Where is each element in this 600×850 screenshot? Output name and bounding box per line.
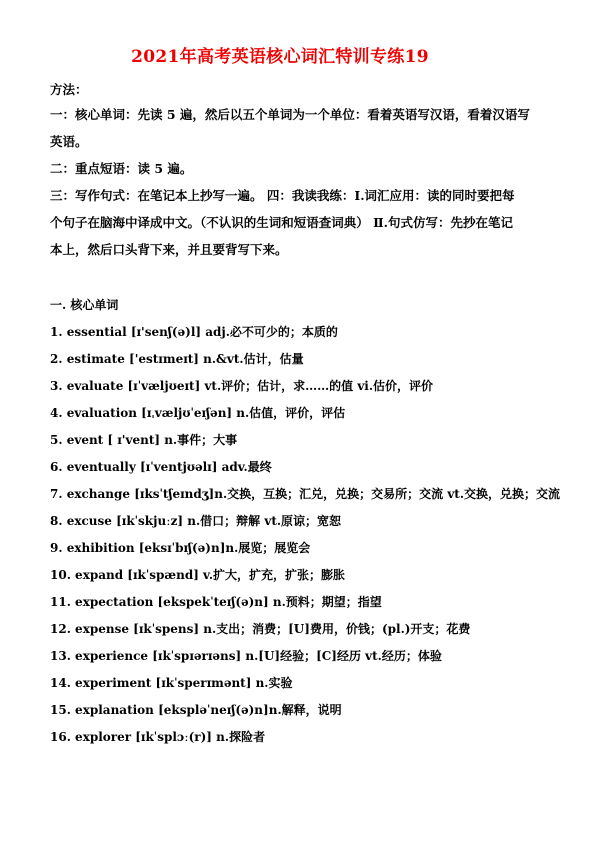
method-line-1: 一：核心单词：先读 5 遍，然后以五个单词为一个单位：看着英语写汉语，看着汉语写 xyxy=(50,107,530,122)
method-line-5: 个句子在脑海中译成中文。（不认识的生词和短语查词典） Ⅱ.句式仿写：先抄在笔记 xyxy=(50,215,513,230)
method-heading: 方法： xyxy=(50,82,88,97)
word-entry: 15. explanation [ekspləˈneɪʃ(ə)n]n.解释，说明 xyxy=(50,703,342,717)
word-entry: 16. explorer [ɪkˈsplɔː(r)] n.探险者 xyxy=(50,730,266,744)
method-line-6: 本上，然后口头背下来，并且要背写下来。 xyxy=(50,242,288,257)
word-entry: 12. expense [ɪkˈspens] n.支出；消费；[U]费用，价钱；(pl.)开支；花费 xyxy=(50,622,471,636)
word-entry: 6. eventually [ɪˈventjʊəlɪ] adv.最终 xyxy=(50,460,272,474)
word-entry: 3. evaluate [ɪˈvæljʊeɪt] vt.评价；估计，求……的值 vi.估价，评价 xyxy=(50,379,434,393)
word-entry: 8. excuse [ɪkˈskjuːz] n.借口；辩解 vt.原谅；宽恕 xyxy=(50,514,342,528)
word-entry: 14. experiment [ɪkˈsperɪmənt] n.实验 xyxy=(50,676,293,690)
method-line-3: 二：重点短语：读 5 遍。 xyxy=(50,161,193,176)
word-entry: 11. expectation [ekspekˈteɪʃ(ə)n] n.预料；期望；指望 xyxy=(50,595,382,609)
word-entry: 9. exhibition [eksɪˈbɪʃ(ə)n]n.展览；展览会 xyxy=(50,541,311,555)
word-entry: 7. exchange [ɪksˈtʃeɪndʒ]n.交换，互换；汇兑，兑换；交易所；交流 vt.交换，兑换；交流 xyxy=(50,487,561,501)
word-entry: 1. essential [ɪ'senʃ(ə)l] adj.必不可少的；本质的 xyxy=(50,325,338,339)
word-entry: 13. experience [ɪkˈspɪərɪəns] n.[U]经验；[C]经历 vt.经历；体验 xyxy=(50,649,442,663)
word-entry: 2. estimate ['estɪmeɪt] n.&vt.估计，估量 xyxy=(50,352,304,366)
word-entry: 10. expand [ɪkˈspænd] v.扩大，扩充，扩张；膨胀 xyxy=(50,568,346,582)
page-title: 2021年高考英语核心词汇特训专练19 xyxy=(131,47,429,67)
section-heading: 一. 核心单词 xyxy=(50,298,119,312)
word-entry: 4. evaluation [ɪˌvæljʊˈeɪʃən] n.估值，评价，评估 xyxy=(50,406,346,420)
method-line-2: 英语。 xyxy=(50,134,88,149)
word-entry: 5. event [ ɪ'vent] n.事件；大事 xyxy=(50,433,238,447)
method-line-4: 三：写作句式：在笔记本上抄写一遍。 四：我读我练：Ⅰ.词汇应用：读的同时要把每 xyxy=(50,188,515,203)
